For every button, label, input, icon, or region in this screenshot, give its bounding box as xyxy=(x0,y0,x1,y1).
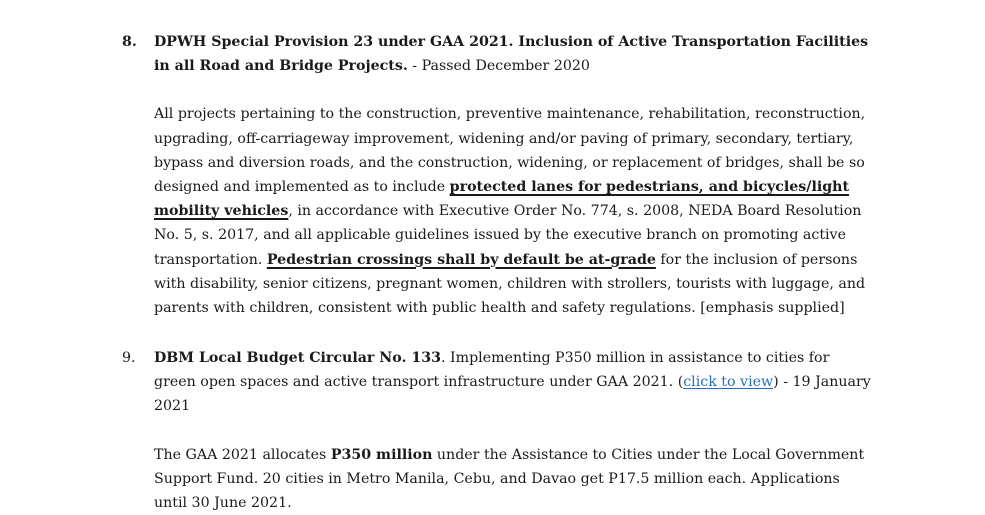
note-text-2: under the Assistance to Cities under the Local Government Support Fund. 20 cities in Metro Manila, Cebu, and Davao get P17.5 million each. Applications until 30 June 2021. xyxy=(154,446,865,512)
item-body xyxy=(154,30,874,320)
item-date: ) - 19 January 2021 xyxy=(154,374,871,415)
allocation-amount: P350 million xyxy=(330,446,433,463)
item-body xyxy=(154,346,874,515)
item-title: DBM Local Budget Circular No. 133 xyxy=(154,350,441,366)
passed-date: - Passed December 2020 xyxy=(407,58,590,75)
provision-text-1: All projects pertaining to the construction, preventive maintenance, rehabilitation, reconstruction, upgrading, off-carriageway improvement, widening and/or paving of primary, secondary, tertiary, bypass and diversion roads, and the construction, widening, or replacement of bridges, shall be so designed and implemented as to include xyxy=(154,106,866,196)
provision-text-2: , in accordance with Executive Order No. 774, s. 2008, NEDA Board Resolution No. 5, s. 2017, and all applicable guidelines issued by the executive branch on promoting active transportation. xyxy=(154,203,862,268)
emphasis-pedestrian-crossings: Pedestrian crossings shall by default be at-grade xyxy=(266,251,656,268)
item-description: . Implementing P350 million in assistance to cities for green open spaces and active transport infrastructure under GAA 2021. ( xyxy=(154,350,830,391)
note-text-1: The GAA 2021 allocates xyxy=(154,446,331,463)
click-to-view-link[interactable]: click to view xyxy=(683,374,774,391)
allocation-note xyxy=(154,443,874,515)
item-heading xyxy=(154,30,874,78)
item-number: 8. xyxy=(122,34,137,50)
provision-text-3: for the inclusion of persons with disability, senior citizens, pregnant women, children with strollers, tourists with luggage, and parents with children, consistent with public health and safety regulations. [emphasis supplied] xyxy=(154,251,866,317)
quoted-provision xyxy=(154,102,874,320)
item-title: DPWH Special Provision 23 under GAA 2021. Inclusion of Active Transportation Facilities in all Road and Bridge Projects. xyxy=(154,34,869,75)
item-number: 9. xyxy=(122,350,136,366)
item-heading xyxy=(154,346,874,419)
emphasis-protected-lanes: protected lanes for pedestrians, and bicycles/light mobility vehicles xyxy=(154,179,850,220)
